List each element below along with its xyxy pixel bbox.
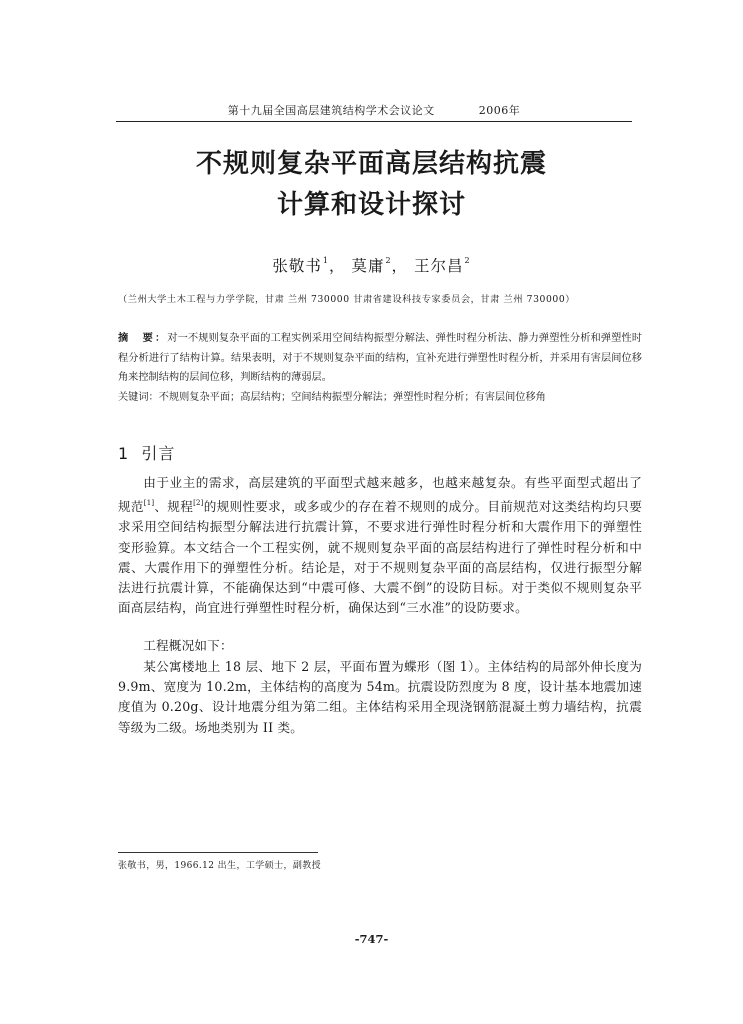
author-name: 莫庸 [351,257,385,275]
footnote: 张敬书，男，1966.12 出生，工学硕士，副教授 [118,861,322,871]
section-number: 1 [118,444,130,463]
page-number: -747- [354,932,389,946]
section-title: 引言 [141,444,176,463]
section-heading [118,441,175,464]
title-line-1: 不规则复杂平面高层结构抗震 [195,149,547,179]
footnote-divider [118,852,318,853]
paragraph-text: 由于业主的需求，高层建筑的平面型式越来越多，也越来越复杂。有些平面型式超出了规范 [118,475,642,515]
abstract-text: 对一不规则复杂平面的工程实例采用空间结构振型分解法、弹性时程分析法、静力弹塑性分析和弹塑性时程分析进行了结构计算。结果表明，对于不规则复杂平面的结构，宜补充进行弹塑性时程分析，并采用有害层间位移角来控制结构的层间位移，判断结构的薄弱层。 [118,333,643,383]
author-name: 王尔昌 [413,257,464,275]
author-name: 张敬书 [272,257,322,275]
keywords-label: 关键词： [118,392,159,403]
abstract-label: 摘 要： [118,332,168,344]
keywords [118,388,642,407]
paragraph-text: 某公寓楼地上 18 层、地下 2 层，平面布置为蝶形（图 1）。主体结构的局部外伸长度为 9.9m、宽度为 10.2m，主体结构的高度为 54m。抗震设防烈度为 8 度，设计基本地震加速度值为 0.20g、设计地震分组为第二组。主体结构采用全现浇钢筋混凝土剪力墙结构，抗震等级为二级。场地类别为 II 类。 [118,659,642,735]
header-year: 2006年 [478,104,521,117]
running-header [116,102,632,122]
keywords-text: 不规则复杂平面；高层结构；空间结构振型分解法；弹塑性时程分析；有害层间位移角 [158,392,546,403]
abstract [118,329,642,388]
paragraph-text: 工程概况如下： [143,638,233,653]
author-list: 张敬书$^1$， 莫庸$^2$， 王尔昌$^2$ [272,256,471,275]
author-mark: 2 [385,256,392,265]
author-mark: 1 [322,256,329,265]
paragraph-project [118,657,642,738]
paragraph-text: 的规则性要求，或多或少的存在着不规则的成分。目前规范对这类结构均只要求采用空间结构振型分解法进行抗震计算，不要求进行弹性时程分析和大震作用下的弹塑性变形验算。本文结合一个工程实例，就不规则复杂平面的高层结构进行了弹性时程分析和中震、大震作用下的弹塑性分析。结论是，对于不规则复杂平面的高层结构，仅进行振型分解法进行抗震计算，不能确保达到“中震可修、大震不倒”的设防目标。对于类似不规则复杂平面高层结构，尚宜进行弹塑性时程分析，确保达到“三水准”的设防要求。 [118,499,642,616]
paragraph-overview-heading [118,636,642,656]
affiliation: （兰州大学土木工程与力学学院，甘肃 兰州 730000 甘肃省建设科技专家委员会，甘肃 兰州 730000） [118,294,576,305]
citation-ref: [1] [143,499,155,508]
paragraph-text: 、规程 [154,499,194,515]
author-mark: 2 [464,256,471,265]
conference-name: 第十九届全国高层建筑结构学术会议论文 [227,104,435,117]
citation-ref: [2] [193,499,204,508]
paragraph-intro [118,473,642,618]
title-line-2: 计算和设计探讨 [276,190,466,220]
